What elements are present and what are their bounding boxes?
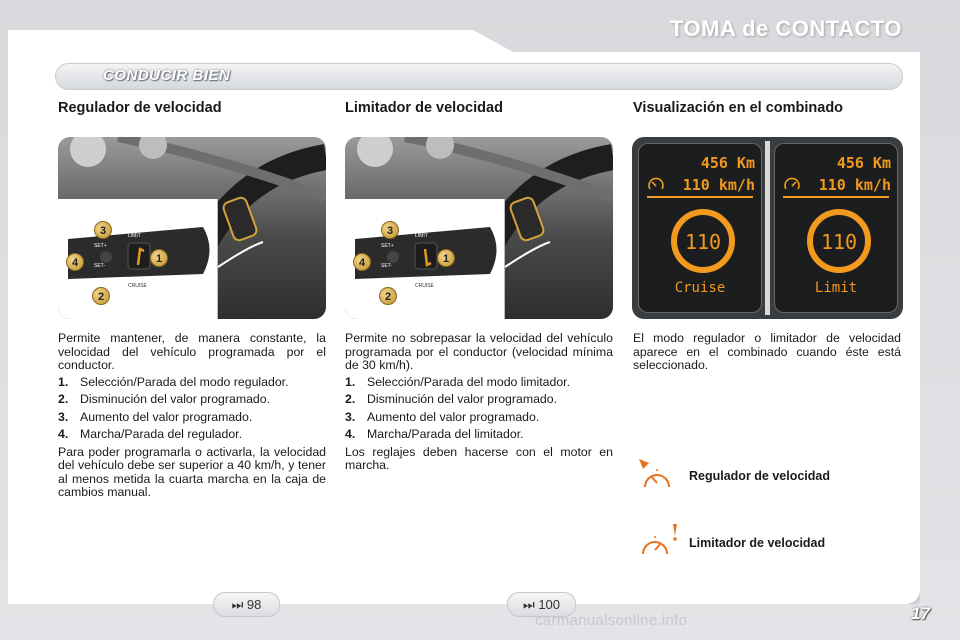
ref-page-number: 100 (538, 597, 561, 612)
cruise-control-icon (647, 176, 665, 194)
watermark: carmanualsonline.info (535, 612, 688, 629)
cruise-control-text (58, 332, 326, 503)
instrument-cluster-photo (632, 137, 903, 319)
speed-limiter-heading: Limitador de velocidad (345, 100, 503, 116)
speed-limiter-icon (783, 176, 801, 194)
list-item: 4. Marcha/Parada del regulador. (58, 427, 243, 441)
cruise-control-photo (58, 137, 326, 319)
list-item: 2. Disminución del valor programado. (58, 392, 271, 406)
limiter-display (774, 143, 898, 313)
display-divider (783, 196, 889, 198)
list-item: 3. Aumento del valor programado. (58, 409, 253, 424)
mode-label: Cruise (674, 280, 726, 296)
stalk-label-set-plus: SET+ (94, 243, 107, 249)
cruise-control-icon (637, 457, 677, 493)
callout-3: 3 (381, 221, 399, 239)
display-heading: Visualización en el combinado (633, 100, 844, 116)
programmed-speed: 110 km/h (818, 176, 891, 194)
stalk-label-cruise: CRUISE (128, 283, 147, 289)
stalk-label-limit: LIMIT (415, 233, 428, 239)
stalk-label-limit: LIMIT (128, 233, 141, 239)
page-title: TOMA de CONTACTO (669, 16, 902, 41)
cruise-display (638, 143, 762, 313)
limiter-legend-label: Limitador de velocidad (689, 536, 826, 550)
callout-2: 2 (379, 287, 397, 305)
section-title: CONDUCIR BIEN (103, 67, 231, 84)
cruise-outro: Para poder programarla o activarla, la velocidad del vehículo debe ser superior a 40 km/h, y tener al menos metida la cuarta marcha en la caja de cambios manual. (58, 444, 326, 499)
stalk-closeup (345, 199, 505, 319)
callout-4: 4 (353, 253, 371, 271)
fast-forward-icon: ⏭ (231, 597, 244, 612)
ref-page-number: 98 (246, 597, 262, 612)
speed-limiter-text (345, 332, 613, 476)
stalk-closeup (58, 199, 218, 319)
set-speed-value: 110 (820, 230, 858, 254)
stalk-label-set-minus: SET- (94, 263, 106, 269)
callout-1: 1 (437, 249, 455, 267)
display-separator (765, 141, 770, 315)
speed-limiter-photo (345, 137, 613, 319)
speed-circle (671, 209, 735, 273)
mode-label: Limit (814, 280, 858, 296)
speed-limiter-icon (637, 522, 681, 558)
page-reference-98[interactable] (213, 592, 280, 617)
stalk-label-set-minus: SET- (381, 263, 393, 269)
fast-forward-icon: ⏭ (522, 597, 535, 612)
list-item: 2. Disminución del valor programado. (345, 392, 558, 406)
set-speed-value: 110 (684, 230, 722, 254)
trip-distance: 456 Km (836, 154, 891, 172)
limiter-intro: Permite no sobrepasar la velocidad del vehículo programada por el conductor (velocidad mínima de 30 km/h). (345, 331, 613, 372)
programmed-speed: 110 km/h (682, 176, 755, 194)
stalk-label-cruise: CRUISE (415, 283, 434, 289)
page-number: 17 (911, 604, 930, 623)
trip-distance: 456 Km (700, 154, 755, 172)
cruise-intro: Permite mantener, de manera constante, la velocidad del vehículo programada por el conductor. (58, 331, 326, 372)
limiter-outro: Los reglajes deben hacerse con el motor en marcha. (345, 444, 613, 472)
list-item: 1. Selección/Parada del modo limitador. (345, 374, 571, 389)
callout-4: 4 (66, 253, 84, 271)
callout-2: 2 (92, 287, 110, 305)
list-item: 1. Selección/Parada del modo regulador. (58, 374, 289, 389)
callout-3: 3 (94, 221, 112, 239)
display-text (633, 332, 901, 376)
list-item: 3. Aumento del valor programado. (345, 409, 540, 424)
callout-1: 1 (150, 249, 168, 267)
display-divider (647, 196, 753, 198)
speed-circle (807, 209, 871, 273)
cruise-legend-label: Regulador de velocidad (689, 469, 831, 483)
display-intro: El modo regulador o limitador de velocidad aparece en el combinado cuando éste está seleccionado. (633, 331, 901, 372)
list-item: 4. Marcha/Parada del limitador. (345, 427, 524, 441)
stalk-label-set-plus: SET+ (381, 243, 394, 249)
cruise-control-heading: Regulador de velocidad (58, 100, 222, 116)
section-banner (55, 63, 903, 90)
